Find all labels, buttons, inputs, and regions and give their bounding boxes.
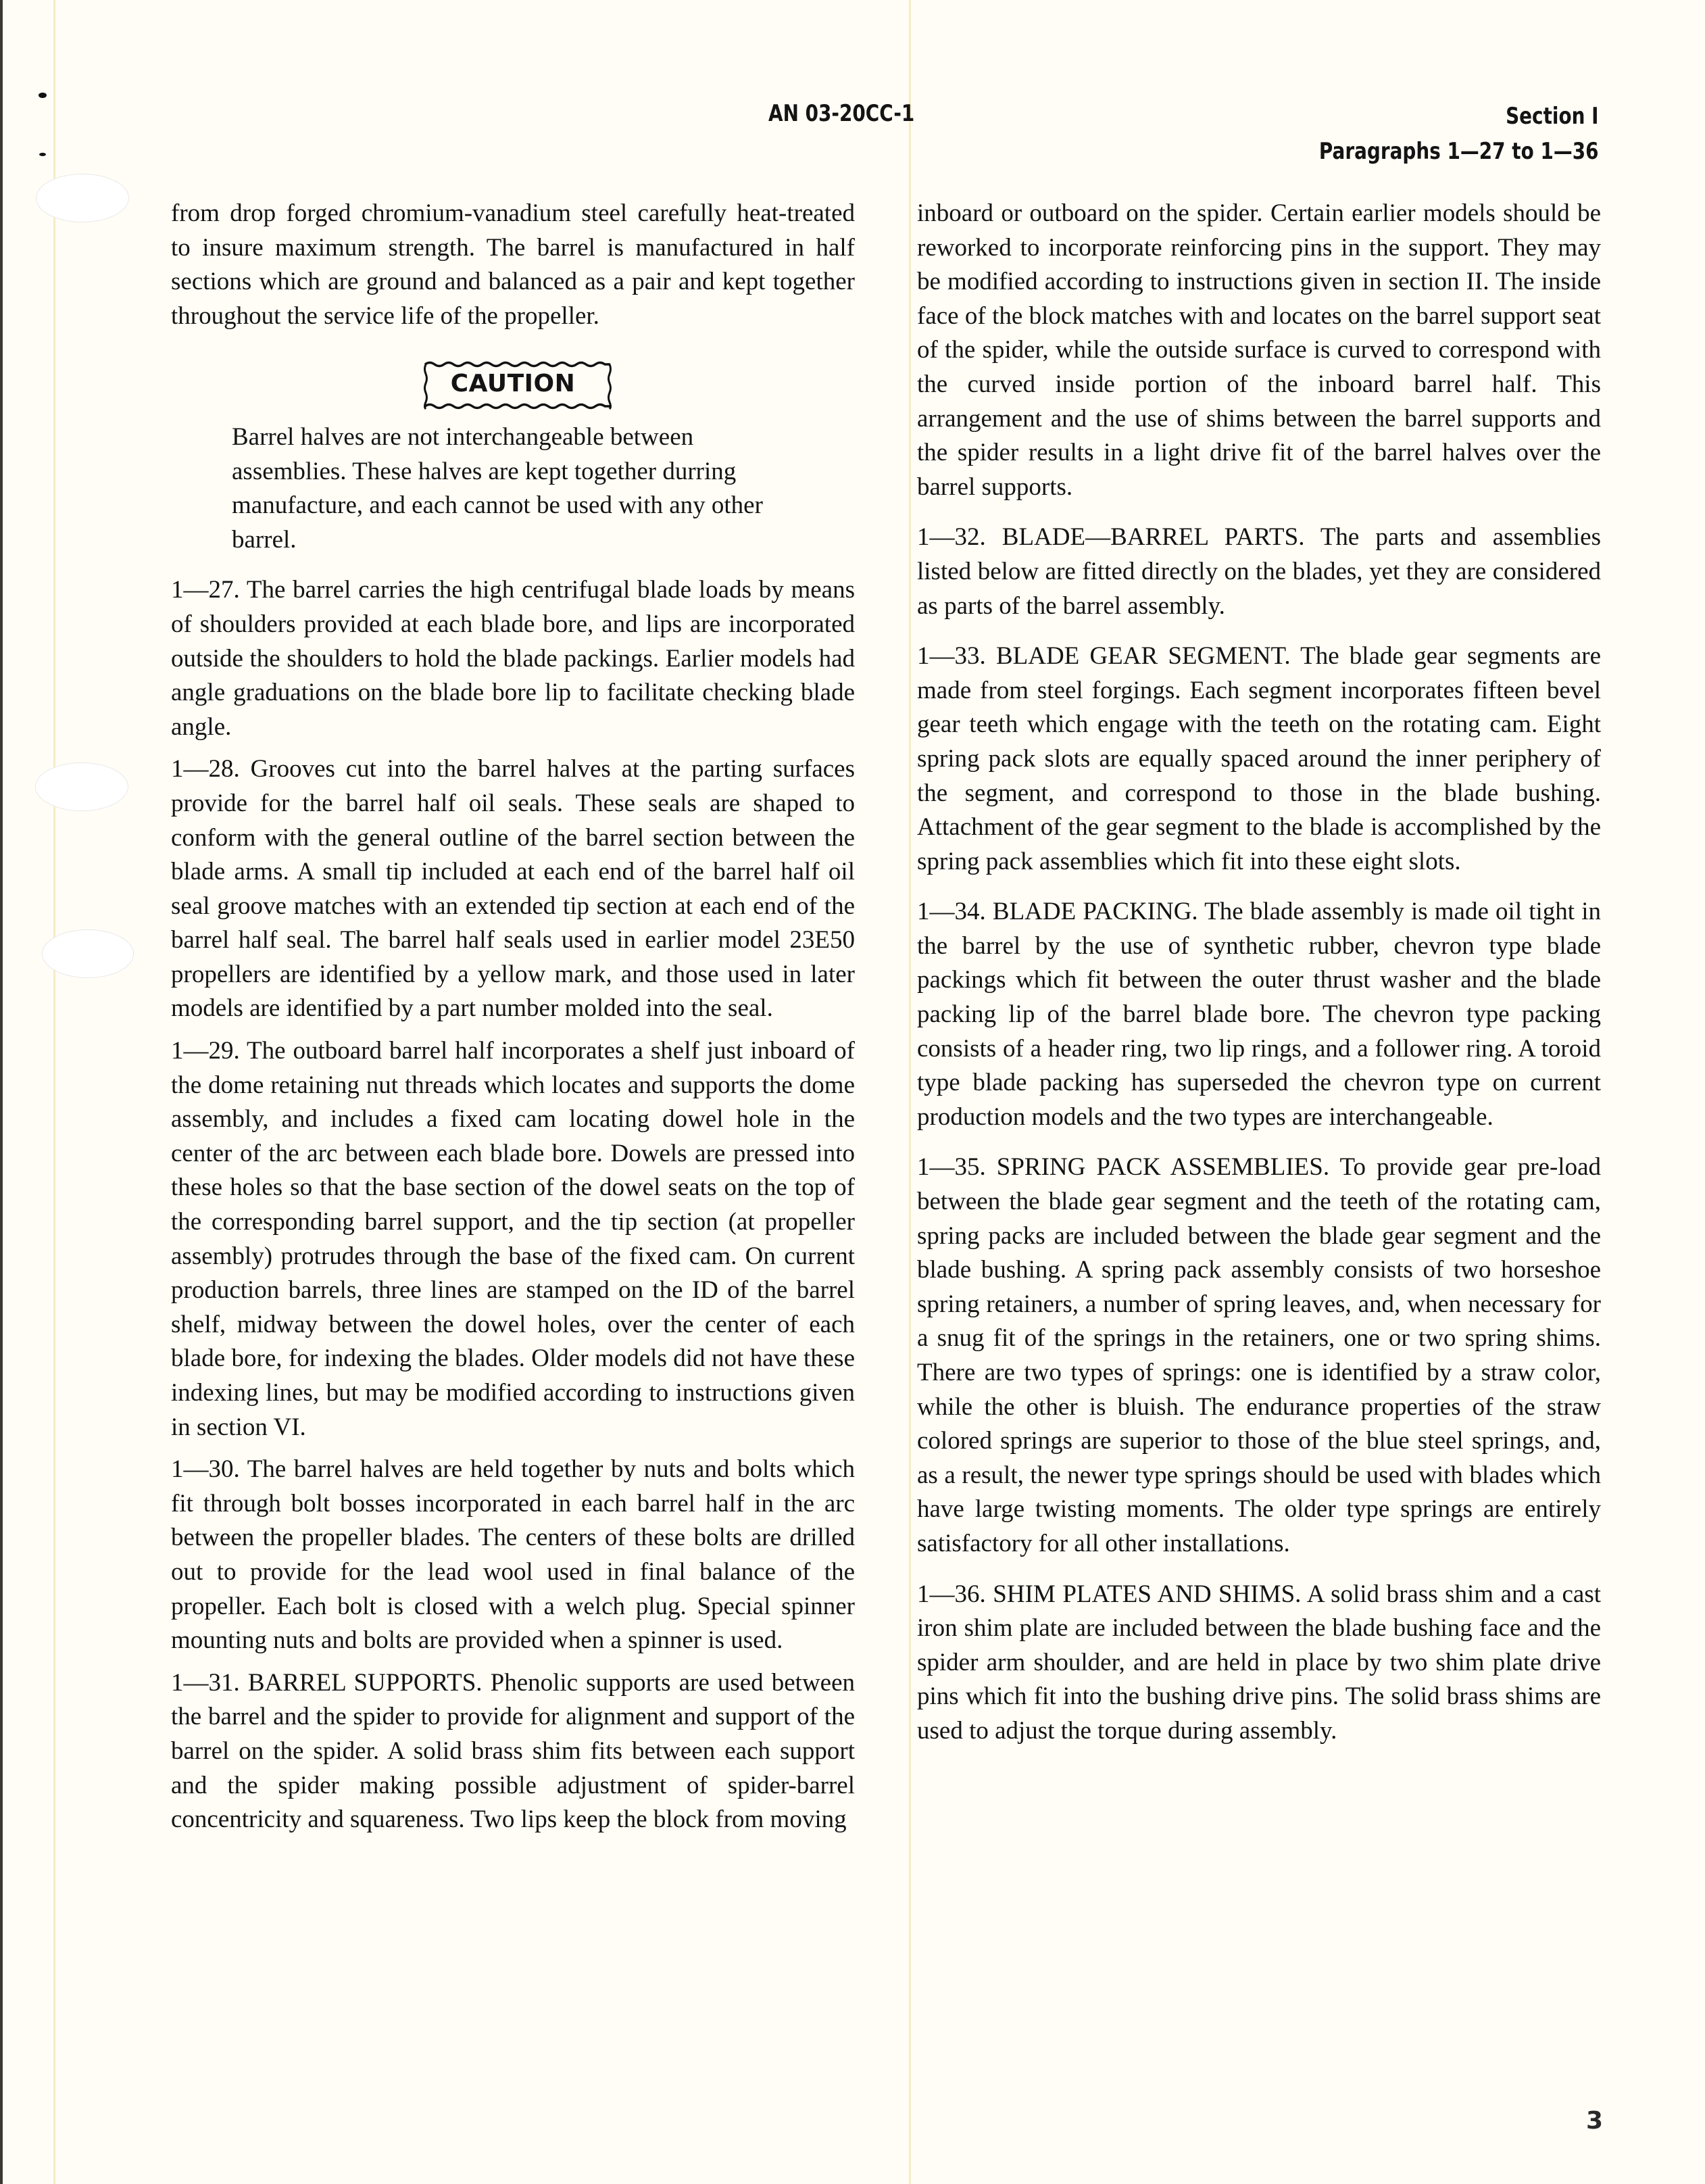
paragraph-number: 1—29. — [171, 1037, 240, 1065]
paragraph-1-35 — [917, 1150, 1601, 1561]
paragraph-1-33 — [917, 639, 1601, 879]
paragraph-body: The parts and assemblies listed below are fitted directly on the blades, yet they are considered as parts of the barrel assembly. — [917, 523, 1601, 620]
caution-notice — [171, 360, 855, 410]
punch-hole — [36, 174, 129, 222]
ink-speck — [39, 93, 47, 98]
paragraph-body: Grooves cut into the barrel halves at the parting surfaces provide for the barrel half oil seals. These seals are shaped to conform with the general outline of the barrel section between the blade arms. A small tip included at each end of the barrel half oil seal groove matches with an extended tip section at each end of the barrel half seal. The barrel half seals used in earlier model 23E50 propellers are identified by a yellow mark, and those used in later models are identified by a part number molded into the seal. — [171, 755, 855, 1023]
ink-speck — [39, 153, 46, 156]
paragraph-number: 1—28. — [171, 755, 240, 783]
paragraph-1-29 — [171, 1034, 855, 1445]
paper-crease — [909, 0, 911, 2184]
paragraph-1-30 — [171, 1453, 855, 1658]
caution-text: Barrel halves are not interchangeable between assemblies. These halves are kept together durring manufacture, and each cannot be used with any other barrel. — [232, 422, 763, 554]
left-column — [171, 197, 855, 1845]
paragraph-body: The barrel halves are held together by nuts and bolts which fit through bolt bosses incorporated in each barrel half in the arc between the propeller blades. The centers of these bolts are drilled out to provide for the lead wool used in final balance of the propeller. Each bolt is closed with a welch plug. Special spinner mounting nuts and bolts are provided when a spinner is used. — [171, 1455, 856, 1655]
paragraph-number: 1—32. — [917, 523, 986, 552]
caution-label: CAUTION — [450, 370, 576, 398]
paragraph-body: Phenolic supports are used between the barrel and the spider to provide for alignment and support of the barrel on the spider. A solid brass shim fits between each support and the spider making possible adjustment of spider-barrel concentricity and squareness. Two lips keep the block from moving — [171, 1668, 856, 1834]
punch-hole — [42, 929, 134, 978]
header-section-block — [1319, 99, 1599, 169]
punch-hole — [35, 762, 128, 811]
section-label: Section I — [1506, 103, 1599, 130]
paragraph-title: BLADE GEAR SEGMENT. — [995, 642, 1291, 671]
paragraph-title: BLADE—BARREL PARTS. — [1002, 523, 1305, 552]
caution-box — [422, 360, 604, 410]
wavy-border-icon — [422, 360, 613, 410]
paragraph-1-27 — [171, 573, 855, 744]
paragraph-number: 1—33. — [917, 642, 986, 671]
intro-paragraph: from drop forged chromium-vanadium steel carefully heat-treated to insure maximum strength. The barrel is manufactured in half sections which are ground and balanced as a pair and kept together throughout the service life of the propeller. — [171, 199, 855, 330]
paragraph-1-28 — [171, 752, 855, 1026]
paragraph-number: 1—27. — [171, 576, 240, 604]
paragraph-1-32 — [917, 520, 1601, 623]
paragraph-title: BLADE PACKING. — [992, 898, 1198, 926]
paragraph-title: SHIM PLATES AND SHIMS. — [993, 1580, 1302, 1608]
paragraph-body: The blade gear segments are made from steel forgings. Each segment incorporates fifteen bevel gear teeth which engage with the teeth on the rotating cam. Eight spring pack slots are equally spaced around the inner periphery of the segment, and correspond to those in the blade bushing. Attachment of the gear segment to the blade is accomplished by the spring pack assemblies which fit into these eight slots. — [917, 642, 1602, 875]
scan-edge — [0, 0, 3, 2184]
paragraph-body: To provide gear pre-load between the blade gear segment and the teeth of the rotating cam, spring packs are included between the blade gear segment and the blade bushing. A spring pack assembly consists of two horseshoe spring retainers, a number of spring leaves, and, when necessary for a snug fit of the springs in the retainers, one or two spring shims. There are two types of springs: one is identified by a straw color, while the other is bluish. The endurance properties of the straw colored springs are superior to those of the blue steel springs, and, as a result, the newer type springs should be used with blades which have large twisting moments. The older type springs are entirely satisfactory for all other installations. — [917, 1153, 1601, 1557]
paragraph-1-31 — [171, 1666, 855, 1837]
paragraph-body: A solid brass shim and a cast iron shim plate are included between the blade bushing face and the spider arm shoulder, and are held in place by two shim plate drive pins which fit into the bushing drive pins. The solid brass shims are used to adjust the torque during assembly. — [917, 1580, 1602, 1745]
paragraph-title: BARREL SUPPORTS. — [247, 1668, 483, 1697]
paragraph-range: Paragraphs 1—27 to 1—36 — [1319, 138, 1599, 165]
paragraph-number: 1—30. — [171, 1455, 240, 1484]
paragraph-body: The outboard barrel half incorporates a shelf just inboard of the dome retaining nut threads which locates and supports the dome assembly, and includes a fixed cam locating dowel hole in the center of the arc between each blade bore. Dowels are pressed into these holes so that the base section of the dowel seats on the top of the corresponding barrel support, and the tip section (at propeller assembly) protrudes through the base of the fixed cam. On current production barrels, three lines are stamped on the ID of the barrel shelf, midway between the dowel holes, over the center of each blade bore, for indexing the blades. Older models did not have these indexing lines, but may be modified according to instructions given in section VI. — [171, 1037, 855, 1441]
document-id: AN 03-20CC-1 — [768, 100, 915, 127]
paragraph-body: The barrel carries the high centrifugal blade loads by means of shoulders provided at each blade bore, and lips are incorporated outside the shoulders to hold the blade packings. Earlier models had angle graduations on the blade bore lip to facilitate checking blade angle. — [171, 576, 855, 741]
paragraph-number: 1—34. — [917, 898, 986, 926]
right-column — [917, 197, 1601, 1757]
page-number: 3 — [1586, 2107, 1604, 2135]
paragraph-title: SPRING PACK ASSEMBLIES. — [996, 1153, 1330, 1182]
paragraph-number: 1—31. — [171, 1668, 240, 1697]
paper-crease — [53, 0, 55, 2184]
paragraph-number: 1—36. — [917, 1580, 986, 1608]
paragraph-body: The blade assembly is made oil tight in the barrel by the use of synthetic rubber, chevron type blade packings which fit between the outer thrust washer and the blade packing lip of the barrel blade bore. The chevron type packing consists of a header ring, two lip rings, and a follower ring. A toroid type blade packing has superseded the chevron type on current production models and the two types are interchangeable. — [917, 898, 1601, 1131]
paragraph-1-36 — [917, 1578, 1601, 1749]
continuation-paragraph: inboard or outboard on the spider. Certain earlier models should be reworked to incorporate reinforcing pins in the support. They may be modified according to instructions given in section II. The inside face of the block matches with and locates on the barrel support seat of the spider, while the outside surface is curved to correspond with the curved inside portion of the inboard barrel half. This arrangement and the use of shims between the barrel supports and the spider results in a light drive fit of the barrel halves over the barrel supports. — [917, 199, 1601, 501]
paragraph-number: 1—35. — [917, 1153, 986, 1182]
paragraph-1-34 — [917, 895, 1601, 1134]
